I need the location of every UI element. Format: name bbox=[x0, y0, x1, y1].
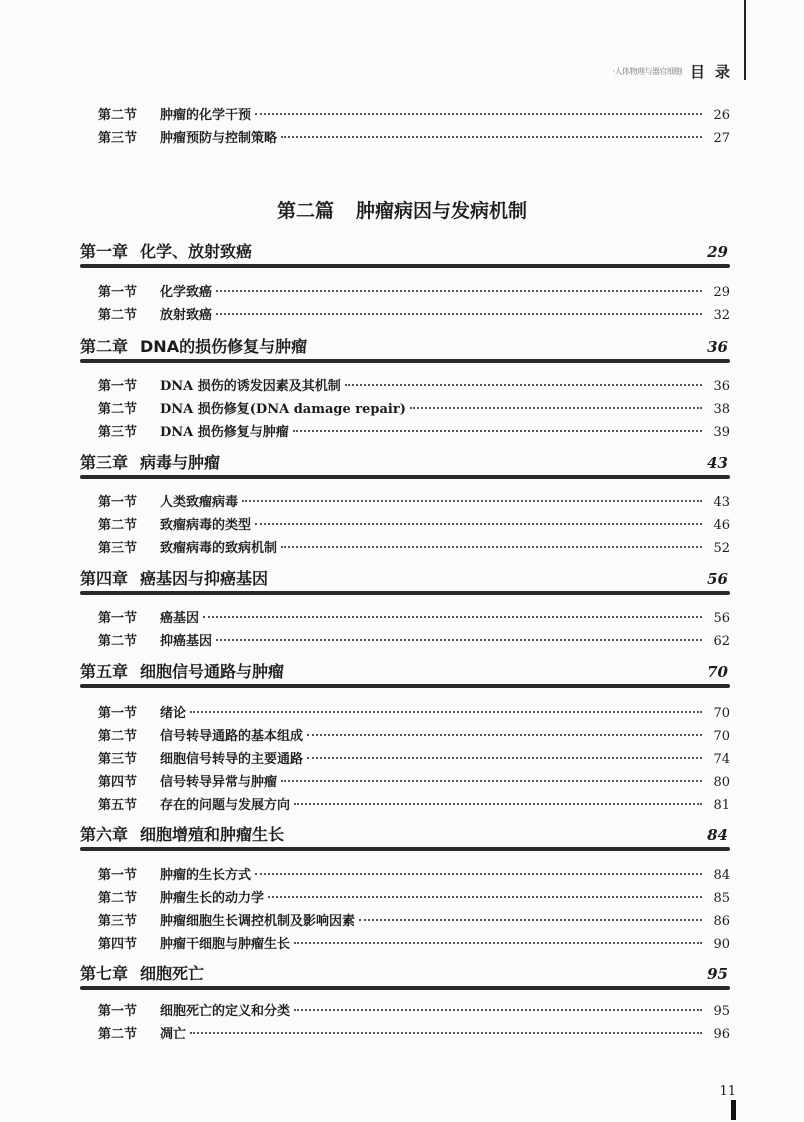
toc-entry[interactable] bbox=[98, 887, 730, 910]
section-number: 第二节 bbox=[98, 308, 138, 323]
dot-leader bbox=[410, 407, 702, 409]
section-page: 90 bbox=[713, 937, 730, 952]
toc-entry[interactable] bbox=[98, 514, 730, 537]
chapter-rule bbox=[80, 359, 730, 363]
section-title: 人类致瘤病毒 bbox=[160, 495, 239, 510]
section-page: 56 bbox=[713, 611, 730, 626]
top-entries bbox=[98, 104, 730, 150]
section-number: 第一节 bbox=[98, 611, 138, 626]
chapter-heading[interactable] bbox=[80, 823, 730, 851]
section-page: 86 bbox=[713, 914, 730, 929]
toc-entry[interactable] bbox=[98, 304, 730, 327]
section-title: 癌基因 bbox=[160, 611, 200, 626]
dot-leader bbox=[294, 1009, 702, 1011]
section-number: 第一节 bbox=[98, 706, 138, 721]
chapter-rule bbox=[80, 475, 730, 479]
chapter-title: 病毒与肿瘤 bbox=[140, 453, 221, 472]
chapter-heading[interactable] bbox=[80, 335, 730, 363]
dot-leader bbox=[242, 500, 702, 502]
chapter-page: 70 bbox=[707, 663, 728, 681]
part-title: 肿瘤病因与发病机制 bbox=[356, 200, 528, 222]
section-number: 第四节 bbox=[98, 937, 138, 952]
chapter-number: 第一章 bbox=[80, 242, 129, 261]
chapter-heading[interactable] bbox=[80, 567, 730, 595]
chapter-title: 细胞增殖和肿瘤生长 bbox=[140, 825, 285, 844]
dot-leader bbox=[190, 711, 702, 713]
section-page: 95 bbox=[713, 1004, 730, 1019]
header-decoration: ·人体物理与器官细胞 bbox=[612, 66, 682, 76]
dot-leader bbox=[268, 896, 702, 898]
toc-entry[interactable] bbox=[98, 281, 730, 304]
chapter-title: 细胞信号通路与肿瘤 bbox=[140, 662, 285, 681]
chapter-page: 95 bbox=[707, 965, 728, 983]
chapter-rule bbox=[80, 847, 730, 851]
dot-leader bbox=[281, 546, 702, 548]
section-title: 信号转导通路的基本组成 bbox=[160, 729, 304, 744]
toc-entry[interactable] bbox=[98, 421, 730, 444]
section-number: 第二节 bbox=[98, 518, 138, 533]
section-page: 70 bbox=[713, 706, 730, 721]
chapter-heading[interactable] bbox=[80, 451, 730, 479]
section-title: 抑癌基因 bbox=[160, 634, 213, 649]
section-title: 化学致癌 bbox=[160, 285, 213, 300]
section-page: 29 bbox=[713, 285, 730, 300]
chapter-page: 29 bbox=[707, 243, 728, 261]
chapter-page: 84 bbox=[707, 826, 728, 844]
section-page: 46 bbox=[713, 518, 730, 533]
section-title: DNA 损伤修复与肿瘤 bbox=[160, 425, 289, 440]
section-title: 凋亡 bbox=[160, 1027, 187, 1042]
section-page: 81 bbox=[713, 798, 730, 813]
part-heading bbox=[0, 196, 804, 223]
section-page: 39 bbox=[713, 425, 730, 440]
dot-leader bbox=[294, 942, 702, 944]
chapter-number: 第三章 bbox=[80, 453, 129, 472]
toc-entry[interactable] bbox=[98, 537, 730, 560]
section-number: 第二节 bbox=[98, 402, 138, 417]
chapter-sections bbox=[98, 607, 730, 653]
chapter-page: 56 bbox=[707, 570, 728, 588]
section-number: 第一节 bbox=[98, 285, 138, 300]
section-title: 肿瘤生长的动力学 bbox=[160, 891, 265, 906]
section-number: 第二节 bbox=[98, 891, 138, 906]
chapter-page: 36 bbox=[707, 338, 728, 356]
dot-leader bbox=[345, 384, 702, 386]
dot-leader bbox=[216, 290, 702, 292]
section-number: 第二节 bbox=[98, 108, 138, 123]
section-title: 致瘤病毒的致病机制 bbox=[160, 541, 278, 556]
section-title: 存在的问题与发展方向 bbox=[160, 798, 291, 813]
dot-leader bbox=[255, 523, 702, 525]
toc-entry[interactable] bbox=[98, 933, 730, 956]
toc-entry[interactable] bbox=[98, 702, 730, 725]
chapter-number: 第五章 bbox=[80, 662, 129, 681]
toc-entry[interactable] bbox=[98, 375, 730, 398]
chapter-sections bbox=[98, 702, 730, 817]
dot-leader bbox=[293, 430, 702, 432]
section-page: 26 bbox=[713, 108, 730, 123]
section-number: 第三节 bbox=[98, 131, 138, 146]
section-page: 52 bbox=[713, 541, 730, 556]
chapter-number: 第四章 bbox=[80, 569, 129, 588]
chapter-sections bbox=[98, 1000, 730, 1046]
dot-leader bbox=[281, 136, 702, 138]
chapter-heading[interactable] bbox=[80, 240, 730, 268]
section-page: 27 bbox=[713, 131, 730, 146]
section-page: 38 bbox=[713, 402, 730, 417]
chapter-number: 第六章 bbox=[80, 825, 129, 844]
section-page: 36 bbox=[713, 379, 730, 394]
section-number: 第三节 bbox=[98, 914, 138, 929]
dot-leader bbox=[255, 113, 702, 115]
dot-leader bbox=[294, 803, 702, 805]
section-title: 细胞信号转导的主要通路 bbox=[160, 752, 304, 767]
dot-leader bbox=[190, 1032, 702, 1034]
section-title: DNA 损伤的诱发因素及其机制 bbox=[160, 379, 341, 394]
chapter-number: 第七章 bbox=[80, 964, 129, 983]
section-number: 第四节 bbox=[98, 775, 138, 790]
dot-leader bbox=[216, 313, 702, 315]
section-number: 第三节 bbox=[98, 541, 138, 556]
section-number: 第三节 bbox=[98, 425, 138, 440]
toc-entry[interactable] bbox=[98, 398, 730, 421]
chapter-sections bbox=[98, 281, 730, 327]
section-title: 肿瘤干细胞与肿瘤生长 bbox=[160, 937, 291, 952]
page-number: 11 bbox=[719, 1084, 736, 1099]
toc-entry[interactable] bbox=[98, 104, 730, 127]
section-page: 80 bbox=[713, 775, 730, 790]
dot-leader bbox=[307, 734, 702, 736]
toc-entry[interactable] bbox=[98, 910, 730, 933]
section-page: 96 bbox=[713, 1027, 730, 1042]
section-page: 70 bbox=[713, 729, 730, 744]
dot-leader bbox=[255, 873, 702, 875]
section-title: 肿瘤细胞生长调控机制及影响因素 bbox=[160, 914, 356, 929]
toc-entry[interactable] bbox=[98, 794, 730, 817]
toc-entry[interactable] bbox=[98, 725, 730, 748]
dot-leader bbox=[281, 780, 702, 782]
section-page: 32 bbox=[713, 308, 730, 323]
section-title: 肿瘤预防与控制策略 bbox=[160, 131, 278, 146]
toc-entry[interactable] bbox=[98, 630, 730, 653]
chapter-heading[interactable] bbox=[80, 660, 730, 688]
chapter-title: 癌基因与抑癌基因 bbox=[140, 569, 269, 588]
chapter-rule bbox=[80, 264, 730, 268]
dot-leader bbox=[359, 919, 702, 921]
running-header bbox=[590, 60, 740, 82]
dot-leader bbox=[203, 616, 702, 618]
section-title: 肿瘤的生长方式 bbox=[160, 868, 252, 883]
section-title: 细胞死亡的定义和分类 bbox=[160, 1004, 291, 1019]
section-page: 84 bbox=[713, 868, 730, 883]
section-number: 第一节 bbox=[98, 379, 138, 394]
section-title: 肿瘤的化学干预 bbox=[160, 108, 252, 123]
toc-entry[interactable] bbox=[98, 1000, 730, 1023]
toc-entry[interactable] bbox=[98, 748, 730, 771]
section-title: 信号转导异常与肿瘤 bbox=[160, 775, 278, 790]
toc-entry[interactable] bbox=[98, 864, 730, 887]
section-number: 第二节 bbox=[98, 634, 138, 649]
header-vertical-rule bbox=[744, 0, 746, 80]
chapter-heading[interactable] bbox=[80, 962, 730, 990]
toc-entry[interactable] bbox=[98, 491, 730, 514]
page-marker bbox=[731, 1100, 736, 1120]
dot-leader bbox=[216, 639, 702, 641]
section-title: DNA 损伤修复(DNA damage repair) bbox=[160, 402, 406, 417]
header-title: 目录 bbox=[689, 62, 740, 81]
chapter-rule bbox=[80, 591, 730, 595]
chapter-page: 43 bbox=[707, 454, 728, 472]
section-number: 第三节 bbox=[98, 752, 138, 767]
section-page: 74 bbox=[713, 752, 730, 767]
toc-entry[interactable] bbox=[98, 607, 730, 630]
section-number: 第一节 bbox=[98, 495, 138, 510]
chapter-rule bbox=[80, 684, 730, 688]
section-number: 第二节 bbox=[98, 729, 138, 744]
section-page: 62 bbox=[713, 634, 730, 649]
section-page: 85 bbox=[713, 891, 730, 906]
section-number: 第二节 bbox=[98, 1027, 138, 1042]
part-number: 第二篇 bbox=[276, 200, 334, 222]
chapter-sections bbox=[98, 864, 730, 956]
section-number: 第五节 bbox=[98, 798, 138, 813]
toc-entry[interactable] bbox=[98, 1023, 730, 1046]
toc-entry[interactable] bbox=[98, 771, 730, 794]
chapter-title: 细胞死亡 bbox=[140, 964, 205, 983]
chapter-sections bbox=[98, 491, 730, 560]
dot-leader bbox=[307, 757, 702, 759]
chapter-sections bbox=[98, 375, 730, 444]
section-page: 43 bbox=[713, 495, 730, 510]
section-number: 第一节 bbox=[98, 1004, 138, 1019]
toc-entry[interactable] bbox=[98, 127, 730, 150]
section-title: 绪论 bbox=[160, 706, 187, 721]
section-title: 致瘤病毒的类型 bbox=[160, 518, 252, 533]
section-number: 第一节 bbox=[98, 868, 138, 883]
chapter-title: DNA的损伤修复与肿瘤 bbox=[140, 337, 308, 356]
chapter-rule bbox=[80, 986, 730, 990]
chapter-title: 化学、放射致癌 bbox=[140, 242, 253, 261]
chapter-number: 第二章 bbox=[80, 337, 129, 356]
section-title: 放射致癌 bbox=[160, 308, 213, 323]
